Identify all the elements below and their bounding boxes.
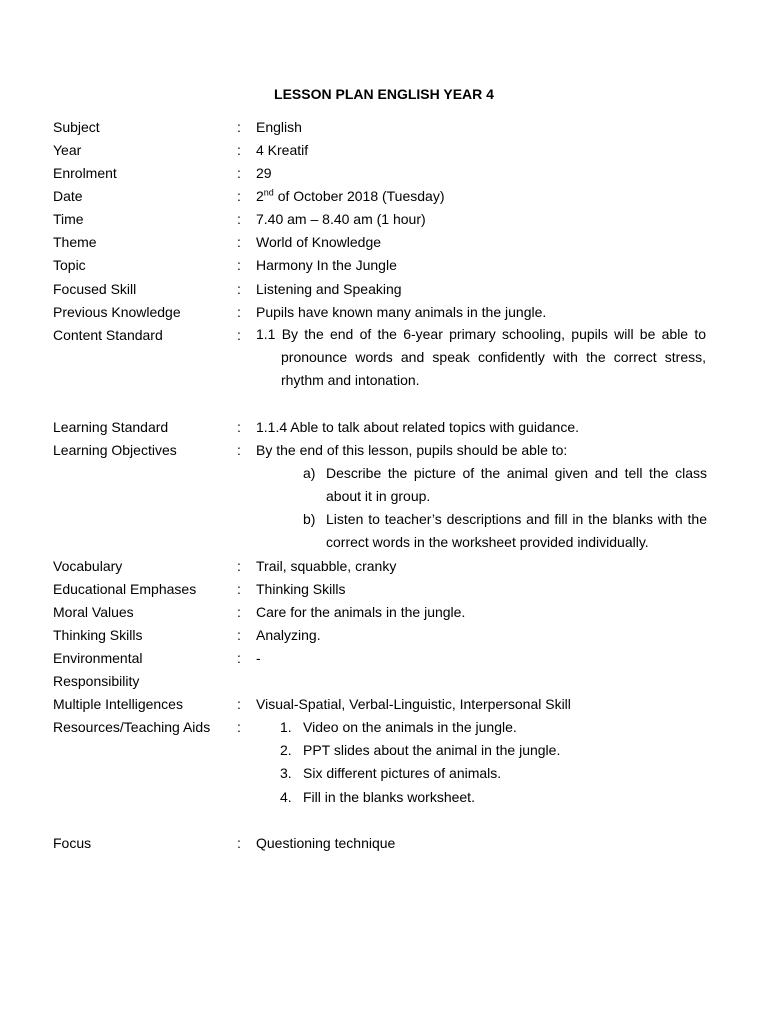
list-text: Fill in the blanks worksheet.	[303, 788, 475, 805]
field-colon: :	[237, 304, 241, 320]
field-value: Trail, squabble, cranky	[256, 558, 397, 574]
date-suffix: nd	[263, 187, 274, 198]
content-standard-text	[256, 323, 706, 393]
field-colon: :	[237, 558, 241, 574]
field-vocabulary	[53, 556, 713, 576]
field-colon: :	[237, 165, 241, 181]
field-focus	[53, 833, 713, 853]
field-environmental	[53, 648, 713, 668]
field-label: Resources/Teaching Aids	[53, 719, 211, 735]
field-label: Date	[53, 188, 83, 204]
list-text: Six different pictures of animals.	[303, 765, 502, 782]
field-theme	[53, 232, 713, 252]
field-colon: :	[237, 211, 241, 227]
field-label: Learning Objectives	[53, 442, 177, 458]
list-text: PPT slides about the animal in the jungle.	[303, 742, 561, 759]
field-colon: :	[237, 835, 241, 851]
objective-text: Listen to teacher’s descriptions and fill in the blanks with the correct words in the worksheet provided individually.	[326, 511, 707, 551]
field-value: Questioning technique	[256, 835, 396, 851]
field-colon: :	[237, 257, 241, 273]
field-colon: :	[237, 719, 241, 735]
list-item	[280, 716, 700, 739]
field-value: 4 Kreatif	[256, 142, 309, 158]
field-educational-emphases	[53, 579, 713, 599]
field-label: Topic	[53, 257, 86, 273]
resources-list	[280, 716, 700, 809]
field-value: English	[256, 119, 302, 135]
field-value: Thinking Skills	[256, 581, 346, 597]
field-value: Care for the animals in the jungle.	[256, 604, 466, 620]
field-value: Visual-Spatial, Verbal-Linguistic, Interpersonal Skill	[256, 696, 571, 712]
objective-marker: b)	[303, 511, 316, 527]
field-focused-skill	[53, 279, 713, 299]
content-standard-continuation: pronounce words and speak confidently with the correct stress, rhythm and intonation.	[281, 349, 706, 389]
field-label: Educational Emphases	[53, 581, 197, 597]
field-value: By the end of this lesson, pupils should be able to:	[256, 442, 568, 458]
objective-item-b	[303, 508, 707, 554]
list-item	[280, 786, 700, 809]
field-label: Moral Values	[53, 604, 134, 620]
field-year	[53, 140, 713, 160]
list-number: 1.	[280, 719, 292, 735]
field-colon: :	[237, 650, 241, 666]
field-label: Subject	[53, 119, 100, 135]
field-colon: :	[237, 604, 241, 620]
list-number: 2.	[280, 742, 292, 759]
field-value: Listening and Speaking	[256, 281, 402, 297]
field-moral-values	[53, 602, 713, 622]
field-value: World of Knowledge	[256, 234, 382, 250]
field-colon: :	[237, 419, 241, 435]
field-label: Focus	[53, 835, 92, 851]
field-value: 29	[256, 165, 272, 181]
field-thinking-skills	[53, 625, 713, 645]
list-number: 4.	[280, 788, 292, 805]
field-colon: :	[237, 627, 241, 643]
field-colon: :	[237, 188, 241, 204]
field-value: Pupils have known many animals in the jungle.	[256, 304, 547, 320]
field-subject	[53, 117, 713, 137]
objective-item-a	[303, 462, 707, 508]
field-colon: :	[237, 442, 241, 458]
list-item	[280, 739, 700, 762]
field-topic	[53, 255, 713, 275]
field-colon: :	[237, 696, 241, 712]
field-label: Multiple Intelligences	[53, 696, 183, 712]
field-time	[53, 209, 713, 229]
field-learning-standard	[53, 417, 713, 437]
field-label: Theme	[53, 234, 97, 250]
content-standard-first-line: 1.1 By the end of the 6-year primary schooling, pupils will be able to	[256, 326, 706, 342]
field-label: Learning Standard	[53, 419, 169, 435]
field-colon: :	[237, 327, 241, 343]
field-enrolment	[53, 163, 713, 183]
field-colon: :	[237, 281, 241, 297]
field-label: Time	[53, 211, 84, 227]
field-value: 7.40 am – 8.40 am (1 hour)	[256, 211, 426, 227]
field-value: -	[256, 650, 261, 666]
field-label: Enrolment	[53, 165, 117, 181]
field-label: Environmental	[53, 650, 143, 666]
field-label: Thinking Skills	[53, 627, 143, 643]
field-value: 1.1.4 Able to talk about related topics with guidance.	[256, 419, 579, 435]
field-colon: :	[237, 581, 241, 597]
field-value: Harmony In the Jungle	[256, 257, 397, 273]
list-item	[280, 762, 700, 785]
field-colon: :	[237, 234, 241, 250]
field-label: Focused Skill	[53, 281, 137, 297]
field-label: Responsibility	[53, 673, 140, 689]
field-value: Analyzing.	[256, 627, 321, 643]
date-rest: of October 2018 (Tuesday)	[273, 188, 445, 204]
field-label: Content Standard	[53, 327, 163, 343]
field-multiple-intelligences	[53, 694, 713, 714]
objective-text: Describe the picture of the animal given and tell the class about it in group.	[326, 465, 707, 505]
field-colon: :	[237, 119, 241, 135]
field-environmental-label-continued	[53, 671, 713, 691]
document-title: LESSON PLAN ENGLISH YEAR 4	[274, 86, 494, 102]
field-learning-objectives	[53, 440, 713, 460]
objective-marker: a)	[303, 465, 316, 481]
list-number: 3.	[280, 765, 292, 782]
field-label: Previous Knowledge	[53, 304, 181, 320]
field-colon: :	[237, 142, 241, 158]
field-label: Vocabulary	[53, 558, 123, 574]
field-previous-knowledge	[53, 302, 713, 322]
list-text: Video on the animals in the jungle.	[303, 719, 517, 735]
field-label: Year	[53, 142, 82, 158]
field-date	[53, 186, 713, 206]
field-value	[256, 186, 445, 206]
date-day: 2	[256, 188, 264, 204]
